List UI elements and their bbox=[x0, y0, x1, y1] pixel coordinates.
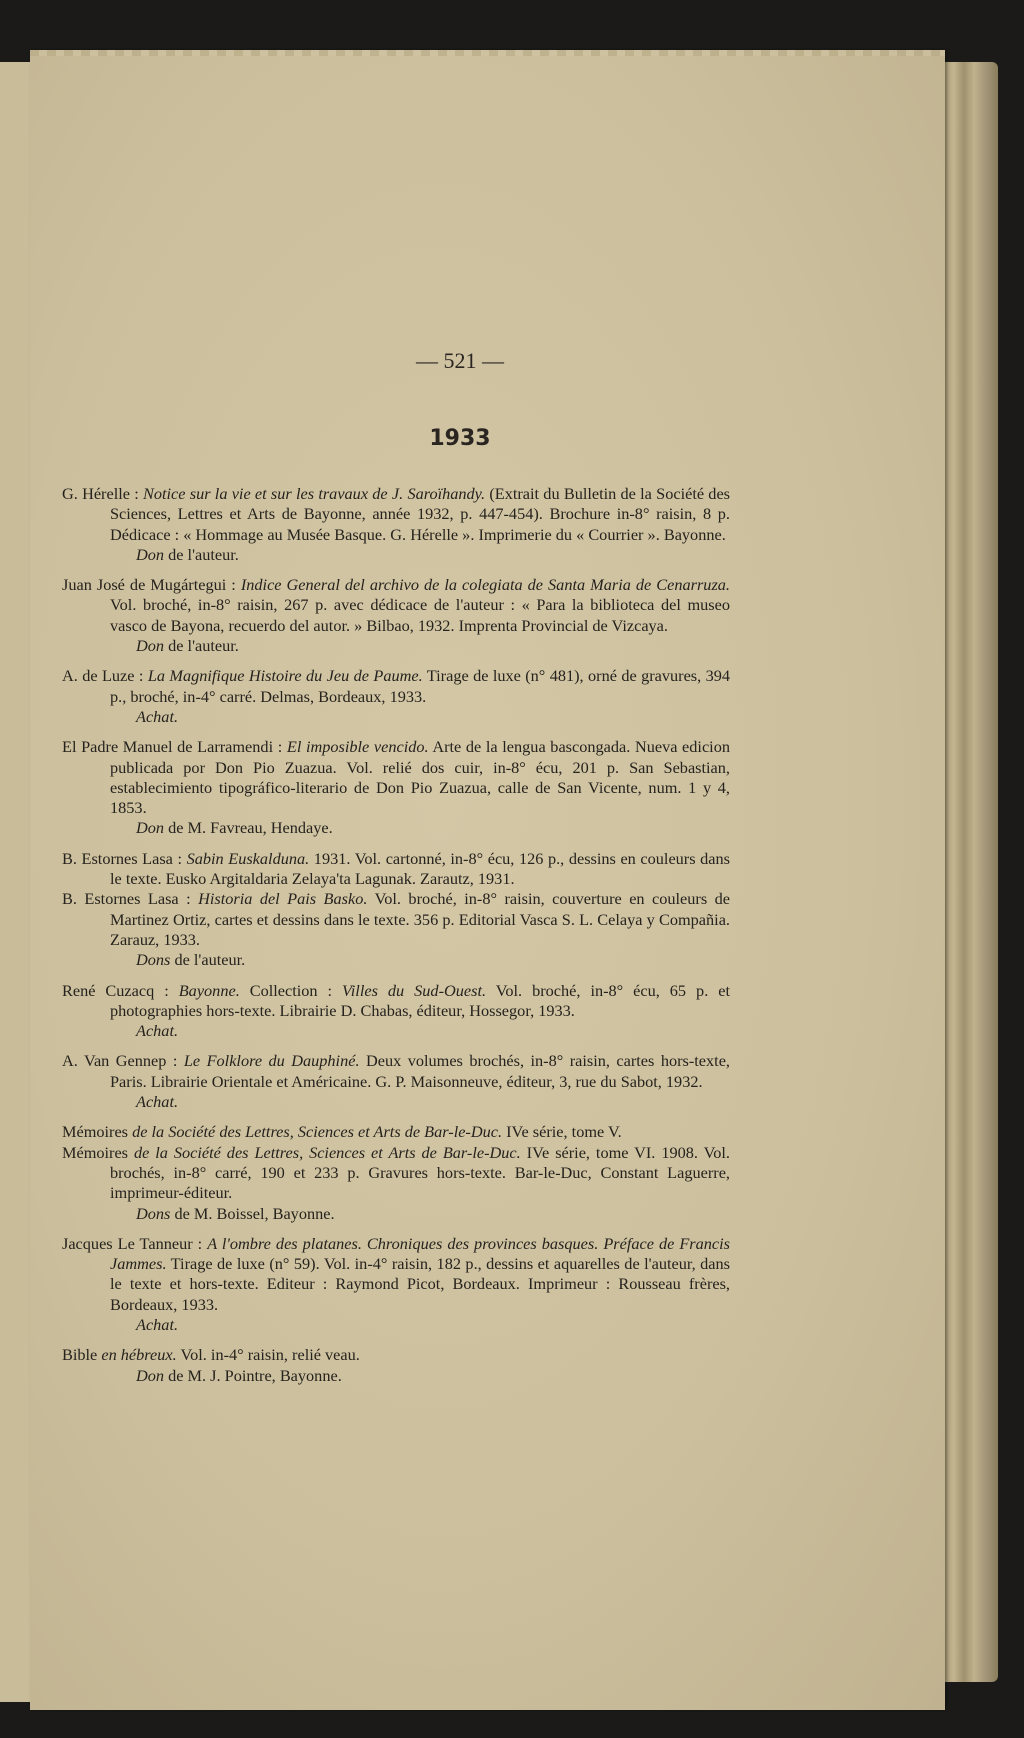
acquisition-note-text: Don bbox=[136, 1365, 165, 1385]
bibliography-entry bbox=[62, 1051, 730, 1112]
bibliography-entry bbox=[62, 666, 730, 727]
bibliography-entry bbox=[62, 1345, 730, 1386]
bibliography-entry bbox=[62, 981, 730, 1042]
acquisition-note bbox=[110, 1204, 730, 1224]
entry-title-text: Historia del Pais Basko. bbox=[198, 889, 368, 909]
bibliography-list bbox=[62, 484, 730, 1396]
page-number: — 521 — bbox=[416, 348, 504, 373]
entry-text: Vol. broché, in-8° raisin, 267 p. avec dédicace de l'auteur : « Para la biblioteca del museo vasco de Bayona, recuerdo del autor. » Bilbao, 1932. Imprenta Provincial de Vizcaya. bbox=[110, 595, 730, 635]
acquisition-note-text: Dons bbox=[136, 1203, 171, 1223]
bibliography-entry bbox=[62, 1143, 730, 1224]
acquisition-note bbox=[110, 950, 730, 970]
entry-text: G. Hérelle : bbox=[62, 484, 143, 503]
entry-text: Vol. broché, in-8° écu, 65 p. et photographies hors-texte. Librairie D. Chabas, éditeur, Hossegor, 1933. bbox=[110, 980, 730, 1020]
acquisition-note-text: Don bbox=[136, 636, 165, 656]
entry-text: Tirage de luxe (n° 59). Vol. in-4° raisin, 182 p., dessins et aquarelles de l'auteur, dans le texte et hors-texte. Editeur : Raymond Picot, Bordeaux. Imprimeur : Rousseau frères, Bordeaux, 1933. bbox=[110, 1254, 730, 1314]
acquisition-note bbox=[110, 545, 730, 565]
entry-text: Juan José de Mugártegui : bbox=[62, 575, 241, 595]
bibliography-entry bbox=[62, 849, 730, 890]
entry-title-text: Bayonne. bbox=[178, 980, 240, 1000]
entry-title-text: Le Folklore du Dauphiné. bbox=[183, 1051, 360, 1071]
bibliography-entry bbox=[62, 484, 730, 565]
torn-top-edge bbox=[30, 50, 945, 56]
book-page bbox=[30, 50, 945, 1710]
entry-text: Bible bbox=[62, 1345, 102, 1365]
bibliography-entry bbox=[62, 575, 730, 656]
entry-text: IVe série, tome VI. 1908. Vol. brochés, in-8° carré, 190 et 233 p. Gravures hors-texte. Bar-le-Duc, Constant Laguerre, imprimeur-éditeur. bbox=[110, 1142, 730, 1203]
acquisition-note-text: de M. Boissel, Bayonne. bbox=[170, 1203, 335, 1223]
acquisition-note bbox=[110, 707, 730, 727]
entry-text: Tirage de luxe (n° 481), orné de gravures, 394 p., broché, in-4° carré. Delmas, Bordeaux, 1933. bbox=[110, 666, 731, 706]
entry-text: Vol. in-4° raisin, relié veau. bbox=[176, 1345, 360, 1365]
entry-title-text: Notice sur la vie et sur les travaux de J. Saroïhandy. bbox=[143, 484, 486, 503]
acquisition-note-text: Achat. bbox=[136, 706, 179, 726]
entry-title-text: La Magnifique Histoire du Jeu de Paume. bbox=[147, 666, 423, 686]
acquisition-note-text: Achat. bbox=[136, 1021, 179, 1041]
acquisition-note-text: Don bbox=[136, 818, 165, 838]
entry-text: B. Estornes Lasa : bbox=[62, 889, 199, 909]
entry-title-text: de la Société des Lettres, Sciences et Arts de Bar-le-Duc. bbox=[133, 1142, 521, 1162]
acquisition-note-text: de M. Favreau, Hendaye. bbox=[164, 818, 333, 838]
entry-text: Collection : bbox=[239, 980, 343, 1000]
acquisition-note-text: de M. J. Pointre, Bayonne. bbox=[164, 1365, 342, 1385]
acquisition-note-text: de l'auteur. bbox=[170, 950, 246, 970]
year-heading: 1933 bbox=[429, 426, 491, 451]
acquisition-note bbox=[110, 1021, 730, 1041]
entry-text: Mémoires bbox=[62, 1122, 133, 1142]
entry-text: Deux volumes brochés, in-8° raisin, cartes hors-texte, Paris. Librairie Orientale et Américaine. G. P. Maisonneuve, éditeur, 3, rue du Sabot, 1932. bbox=[110, 1051, 730, 1091]
entry-text: IVe série, tome V. bbox=[502, 1122, 622, 1142]
bibliography-entry bbox=[62, 737, 730, 838]
bibliography-entry bbox=[62, 889, 730, 970]
entry-title-text: en hébreux. bbox=[101, 1345, 177, 1365]
facing-page-edge bbox=[0, 62, 32, 1702]
entry-title-text: Sabin Euskalduna. bbox=[186, 848, 310, 868]
entry-text: Arte de la lengua bascongada. Nueva edicion publicada por Don Pio Zuazua. Vol. relié dos cuir, in-8° écu, 201 p. San Sebastian, establecimiento tipográfico-literario de Don Pio Zuazua, calle de San Vicente, num. 1 y 4, 1853. bbox=[110, 737, 730, 818]
entry-title-text: Indice General del archivo de la colegiata de Santa Maria de Cenarruza. bbox=[240, 575, 730, 595]
entry-text: Jacques Le Tanneur : bbox=[62, 1233, 208, 1253]
acquisition-note-text: de l'auteur. bbox=[164, 544, 239, 564]
bibliography-entry bbox=[62, 1122, 730, 1142]
entry-text: Mémoires bbox=[62, 1142, 134, 1162]
entry-title-text: A l'ombre des platanes. Chroniques des provinces basques. Préface de Francis Jammes. bbox=[110, 1233, 731, 1274]
entry-text: (Extrait du Bulletin de la Société des Sciences, Lettres et Arts de Bayonne, année 1932, p. 447-454). Brochure in-8° raisin, 8 p. Dédicace : « Hommage au Musée Basque. G. Hérelle ». Imprimerie du « Courrier ». Bayonne. bbox=[110, 484, 731, 544]
acquisition-note bbox=[110, 1366, 730, 1386]
entry-text: B. Estornes Lasa : bbox=[62, 848, 187, 868]
acquisition-note-text: Achat. bbox=[136, 1314, 179, 1334]
acquisition-note bbox=[110, 636, 730, 656]
entry-text: 1931. Vol. cartonné, in-8° écu, 126 p., dessins en couleurs dans le texte. Eusko Argitaldaria Zelaya'ta Lagunak. Zarautz, 1931. bbox=[110, 848, 730, 889]
entry-text: A. de Luze : bbox=[62, 666, 148, 686]
acquisition-note-text: Don bbox=[136, 544, 165, 564]
entry-title-text: de la Société des Lettres, Sciences et Arts de Bar-le-Duc. bbox=[132, 1122, 503, 1142]
acquisition-note-text: Dons bbox=[136, 950, 171, 970]
acquisition-note bbox=[110, 818, 730, 838]
acquisition-note-text: de l'auteur. bbox=[164, 636, 239, 656]
entry-title-text: El imposible vencido. bbox=[286, 737, 429, 757]
entry-text: A. Van Gennep : bbox=[62, 1051, 184, 1071]
entry-title-text: Villes du Sud-Ouest. bbox=[342, 980, 487, 1000]
entry-text: El Padre Manuel de Larramendi : bbox=[62, 737, 287, 757]
entry-text: René Cuzacq : bbox=[62, 980, 179, 1000]
acquisition-note-text: Achat. bbox=[136, 1092, 179, 1112]
acquisition-note bbox=[110, 1315, 730, 1335]
acquisition-note bbox=[110, 1092, 730, 1112]
bibliography-entry bbox=[62, 1234, 730, 1335]
entry-text: Vol. broché, in-8° raisin, couverture en couleurs de Martinez Ortiz, cartes et dessins dans le texte. 356 p. Editorial Vasca S. L. Celaya y Compañia. Zarauz, 1933. bbox=[110, 889, 730, 949]
